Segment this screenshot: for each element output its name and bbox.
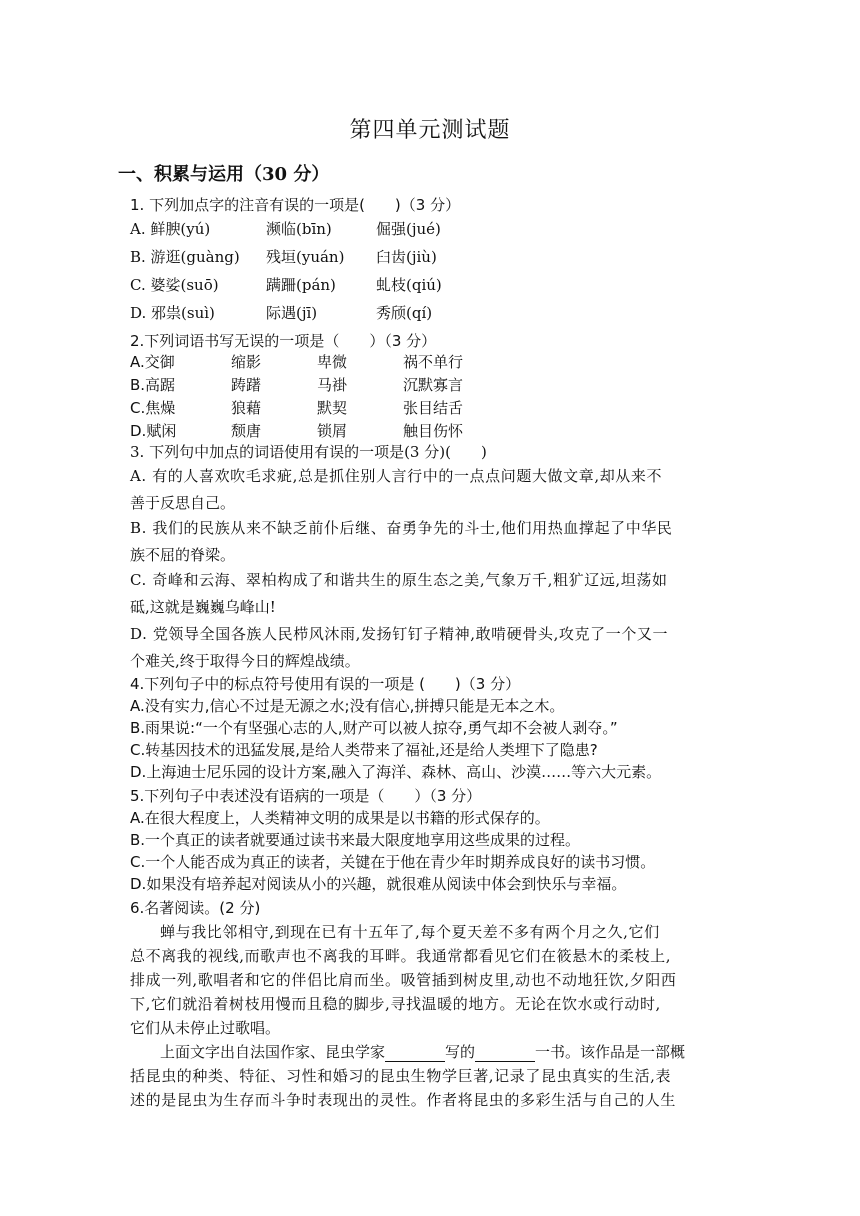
q5-option-d: D.如果没有培养起对阅读从小的兴趣，就很难从阅读中体会到快乐与幸福。 bbox=[130, 875, 627, 893]
q2-option-b-1: B.高踞 bbox=[130, 376, 176, 394]
reading-passage-line: 它们从未停止过歌唱。 bbox=[130, 1019, 281, 1037]
reading-passage-line: 蝉与我比邻相守,到现在已有十五年了,每个夏天差不多有两个月之久,它们 bbox=[160, 923, 660, 941]
q2-option-b-3: 马褂 bbox=[317, 376, 348, 394]
q1-option-d-3: 秀颀(qí) bbox=[376, 304, 433, 322]
q1-option-b-2: 残垣(yuán) bbox=[266, 248, 345, 266]
q1-option-a-3: 倔强(jué) bbox=[376, 220, 441, 238]
book-title-blank[interactable] bbox=[475, 1045, 535, 1062]
q1-option-b-1: B. 游逛(guàng) bbox=[130, 248, 240, 266]
q4-option-c: C.转基因技术的迅猛发展,是给人类带来了福祉,还是给人类埋下了隐患? bbox=[130, 741, 598, 759]
fill-in-text: 上面文字出自法国作家、昆虫学家 bbox=[160, 1043, 386, 1061]
q2-option-c-1: C.焦燥 bbox=[130, 399, 176, 417]
reading-passage-line: 总不离我的视线,而歌声也不离我的耳畔。我通常都看见它们在筱悬木的柔枝上, bbox=[130, 947, 672, 965]
question-4-stem: 4.下列句子中的标点符号使用有误的一项是 ( )（3 分） bbox=[130, 675, 521, 693]
q2-option-a-3: 卑微 bbox=[317, 353, 348, 371]
fill-in-sentence bbox=[160, 1042, 685, 1062]
q1-option-a-2: 濒临(bīn) bbox=[266, 220, 332, 238]
fill-in-text: 一书。该作品是一部概 bbox=[535, 1043, 686, 1061]
q2-option-d-3: 锁屑 bbox=[317, 422, 348, 440]
author-blank[interactable] bbox=[385, 1045, 445, 1062]
q2-option-d-1: D.赋闲 bbox=[130, 422, 177, 440]
q4-option-b: B.雨果说:“一个有坚强心志的人,财产可以被人掠夺,勇气却不会被人剥夺。” bbox=[130, 719, 618, 737]
q1-option-c-3: 虬枝(qiú) bbox=[376, 276, 442, 294]
q3-line: D. 党领导全国各族人民栉风沐雨,发扬钉钉子精神,敢啃硬骨头,攻克了一个又一 bbox=[130, 625, 669, 643]
q2-option-b-2: 踌躇 bbox=[231, 376, 262, 394]
question-5-stem: 5.下列句子中表述没有语病的一项是（ ）（3 分） bbox=[130, 787, 482, 805]
page-title: 第四单元测试题 bbox=[349, 118, 511, 143]
question-2-stem: 2.下列词语书写无误的一项是（ ）（3 分） bbox=[130, 332, 437, 350]
q3-line: C. 奇峰和云海、翠柏构成了和谐共生的原生态之美,气象万千,粗犷辽远,坦荡如 bbox=[130, 571, 668, 589]
q2-option-c-2: 狼藉 bbox=[231, 399, 262, 417]
q3-line: B. 我们的民族从来不缺乏前仆后继、奋勇争先的斗士,他们用热血撑起了中华民 bbox=[130, 519, 673, 537]
q5-option-a: A.在很大程度上，人类精神文明的成果是以书籍的形式保存的。 bbox=[130, 809, 550, 827]
q2-option-a-2: 缩影 bbox=[231, 353, 262, 371]
q2-option-a-1: A.交御 bbox=[130, 353, 175, 371]
q2-option-d-4: 触目伤怀 bbox=[403, 422, 464, 440]
q1-option-d-2: 际遇(jī) bbox=[266, 304, 318, 322]
question-1-stem: 1. 下列加点字的注音有误的一项是( )（3 分） bbox=[130, 196, 461, 214]
q4-option-a: A.没有实力,信心不过是无源之水;没有信心,拼搏只能是无本之木。 bbox=[130, 697, 565, 715]
q1-option-b-3: 臼齿(jiù) bbox=[376, 248, 437, 266]
q2-option-c-4: 张目结舌 bbox=[403, 399, 464, 417]
q1-option-a-1: A. 鲜腴(yú) bbox=[130, 220, 211, 238]
q3-line: 个难关,终于取得今日的辉煌战绩。 bbox=[130, 652, 360, 670]
q1-option-c-1: C. 婆娑(suō) bbox=[130, 276, 219, 294]
q2-option-a-4: 祸不单行 bbox=[403, 353, 464, 371]
q5-option-b: B.一个真正的读者就要通过读书来最大限度地享用这些成果的过程。 bbox=[130, 831, 581, 849]
q5-option-c: C.一个人能否成为真正的读者，关键在于他在青少年时期养成良好的读书习惯。 bbox=[130, 853, 656, 871]
q3-line: A. 有的人喜欢吹毛求疵,总是抓住别人言行中的一点点问题大做文章,却从来不 bbox=[130, 467, 663, 485]
question-3-stem: 3. 下列句中加点的词语使用有误的一项是(3 分)( ) bbox=[130, 443, 487, 461]
reading-passage-line: 下,它们就沿着树枝用慢而且稳的脚步,寻找温暖的地方。无论在饮水或行动时, bbox=[130, 995, 661, 1013]
q4-option-d: D.上海迪士尼乐园的设计方案,融入了海洋、森林、高山、沙漠……等六大元素。 bbox=[130, 763, 662, 781]
reading-passage-line: 述的是昆虫为生存而斗争时表现出的灵性。作者将昆虫的多彩生活与自己的人生 bbox=[130, 1091, 677, 1109]
q2-option-c-3: 默契 bbox=[317, 399, 348, 417]
fill-in-text: 写的 bbox=[445, 1043, 476, 1061]
q3-line: 砥,这就是巍巍乌峰山! bbox=[130, 598, 276, 616]
q2-option-b-4: 沉默寡言 bbox=[403, 376, 464, 394]
q1-option-d-1: D. 邪祟(suì) bbox=[130, 304, 215, 322]
reading-passage-line: 排成一列,歌唱者和它的伴侣比肩而坐。吸管插到树皮里,动也不动地狂饮,夕阳西 bbox=[130, 971, 677, 989]
q1-option-c-2: 蹒跚(pán) bbox=[266, 276, 336, 294]
q2-option-d-2: 颓唐 bbox=[231, 422, 262, 440]
question-6-stem: 6.名著阅读。(2 分) bbox=[130, 899, 261, 917]
reading-passage-line: 括昆虫的种类、特征、习性和婚习的昆虫生物学巨著,记录了昆虫真实的生活,表 bbox=[130, 1067, 672, 1085]
q3-line: 善于反思自己。 bbox=[130, 494, 236, 512]
q3-line: 族不屈的脊梁。 bbox=[130, 546, 236, 564]
section-heading: 一、积累与运用（30 分） bbox=[118, 164, 330, 185]
